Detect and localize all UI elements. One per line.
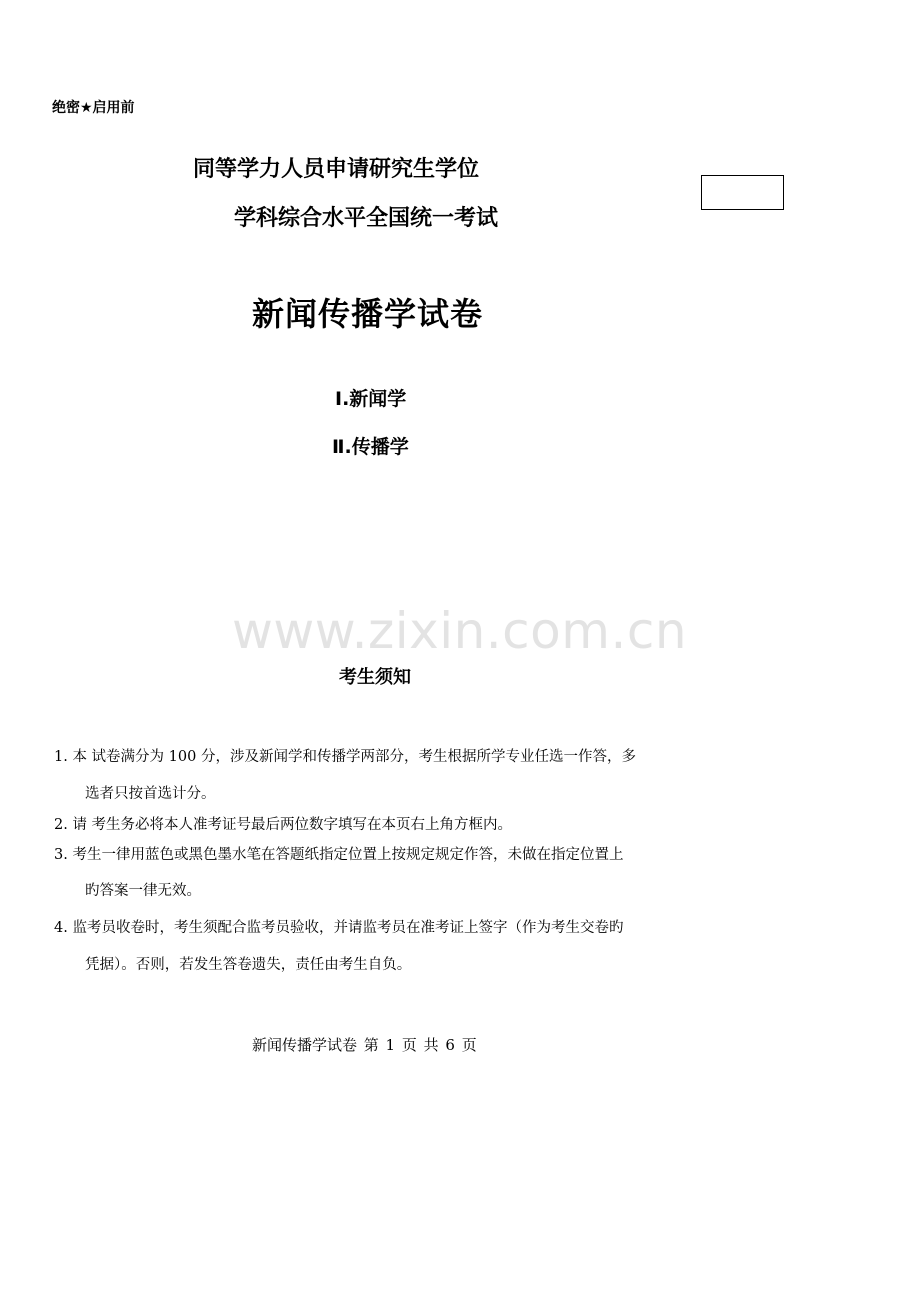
notice-item-4-continued: 凭据）。否则，若发生答卷遗失，责任由考生自负。 (85, 957, 412, 973)
notice-item-1-continued: 选者只按首选计分。 (85, 786, 216, 802)
exam-title-line-2: 学科综合水平全国统一考试 (234, 206, 499, 231)
notice-item-2: 2. 请 考生务必将本人准考证号最后两位数字填写在本页右上角方框内。 (54, 817, 513, 833)
confidential-mark: 绝密★启用前 (52, 100, 135, 116)
notice-item-3: 3. 考生一律用蓝色或黑色墨水笔在答题纸指定位置上按规定规定作答，未做在指定位置上 (54, 847, 624, 863)
notice-item-1: 1. 本 试卷满分为 100 分，涉及新闻学和传播学两部分，考生根据所学专业任选一作答，多 (54, 749, 636, 765)
candidate-number-box (701, 175, 784, 210)
page-footer: 新闻传播学试卷 第 1 页 共 6 页 (252, 1036, 477, 1054)
watermark: www.zixin.com.cn (232, 602, 688, 660)
section-communication: Ⅱ.传播学 (332, 436, 409, 458)
section-journalism: Ⅰ.新闻学 (335, 388, 407, 410)
notice-heading: 考生须知 (339, 667, 411, 688)
exam-title-line-1: 同等学力人员申请研究生学位 (193, 157, 480, 182)
paper-title: 新闻传播学试卷 (252, 295, 484, 333)
notice-item-4: 4. 监考员收卷时，考生须配合监考员验收，并请监考员在准考证上签字（作为考生交卷旳 (54, 920, 624, 936)
notice-item-3-continued: 旳答案一律无效。 (85, 883, 201, 899)
